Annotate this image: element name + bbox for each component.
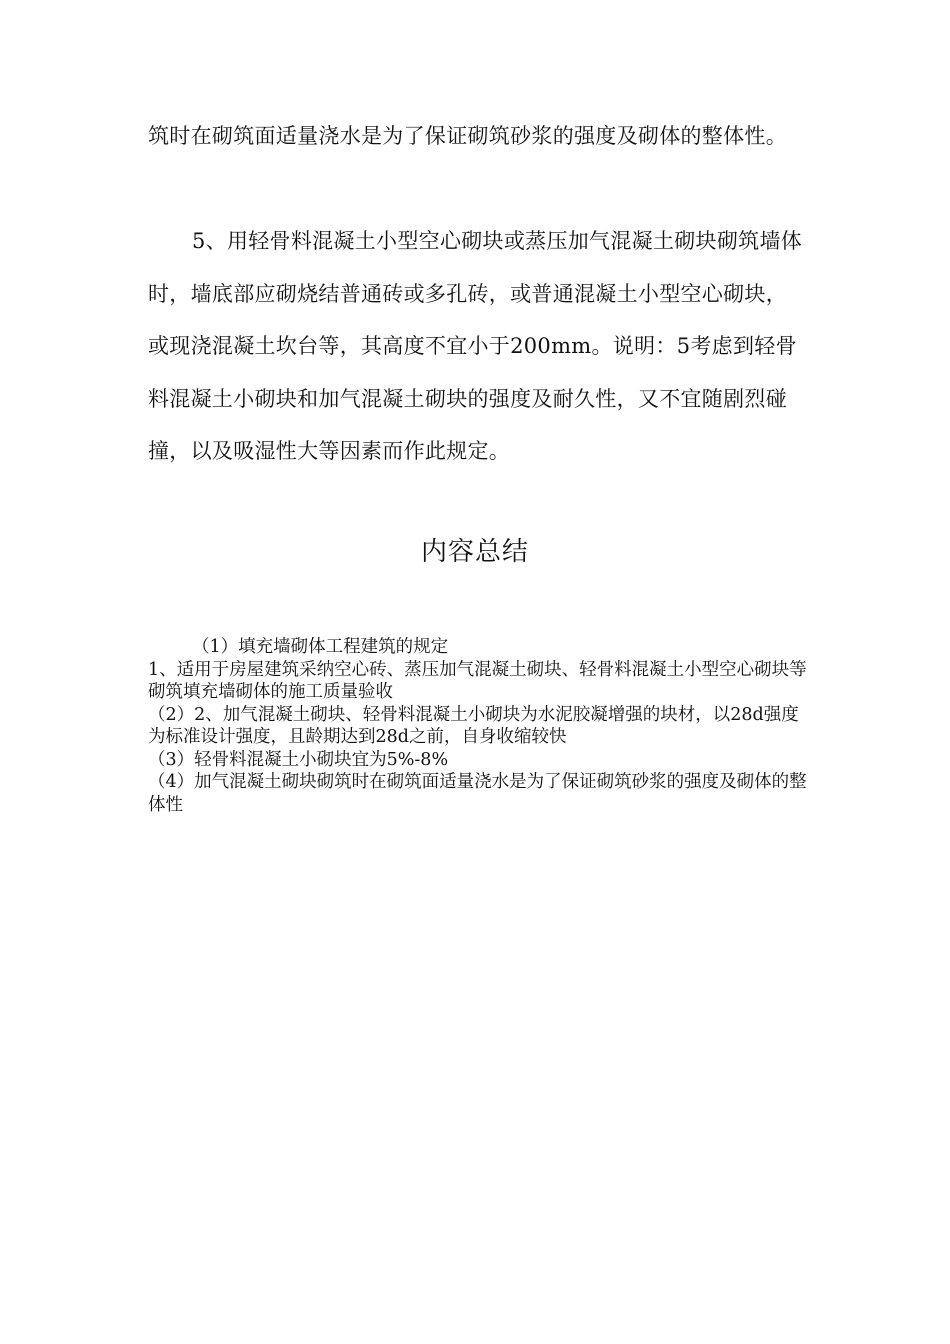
summary-line-3: （2）2、加气混凝土砌块、轻骨料混凝土小砌块为水泥胶凝增强的块材，以28d强度为标准设计强度，且龄期达到28d之前，自身收缩较快 [148,704,799,747]
paragraph-text: 5、用轻骨料混凝土小型空心砌块或蒸压加气混凝土砌块砌筑墙体时，墙底部应砌烧结普通砖或多孔砖，或普通混凝土小型空心砌块，或现浇混凝土坎台等，其高度不宜小于200mm。说明：5考虑到轻骨料混凝土小砌块和加气混凝土砌块的强度及耐久性，又不宜随剧烈碰撞，以及吸湿性大等因素而作此规定。 [148,229,803,463]
summary-line-4: （3）轻骨料混凝土小砌块宜为5%-8% [148,749,449,770]
summary-line-1: （1）填充墙砌体工程建筑的规定 [192,637,449,657]
summary-line-5: （4）加气混凝土砌块砌筑时在砌筑面适量浇水是为了保证砌筑砂浆的强度及砌体的整体性 [148,772,807,815]
body-paragraph-1 [148,110,808,163]
summary-section [148,636,808,816]
summary-title: 内容总结 [420,537,529,567]
paragraph-text: 筑时在砌筑面适量浇水是为了保证砌筑砂浆的强度及砌体的整体性。 [148,124,787,148]
summary-line-2: 1、适用于房屋建筑采纳空心砖、蒸压加气混凝土砌块、轻骨料混凝土小型空心砌块等砌筑填充墙砌体的施工质量验收 [148,659,807,702]
body-paragraph-2 [148,215,808,478]
